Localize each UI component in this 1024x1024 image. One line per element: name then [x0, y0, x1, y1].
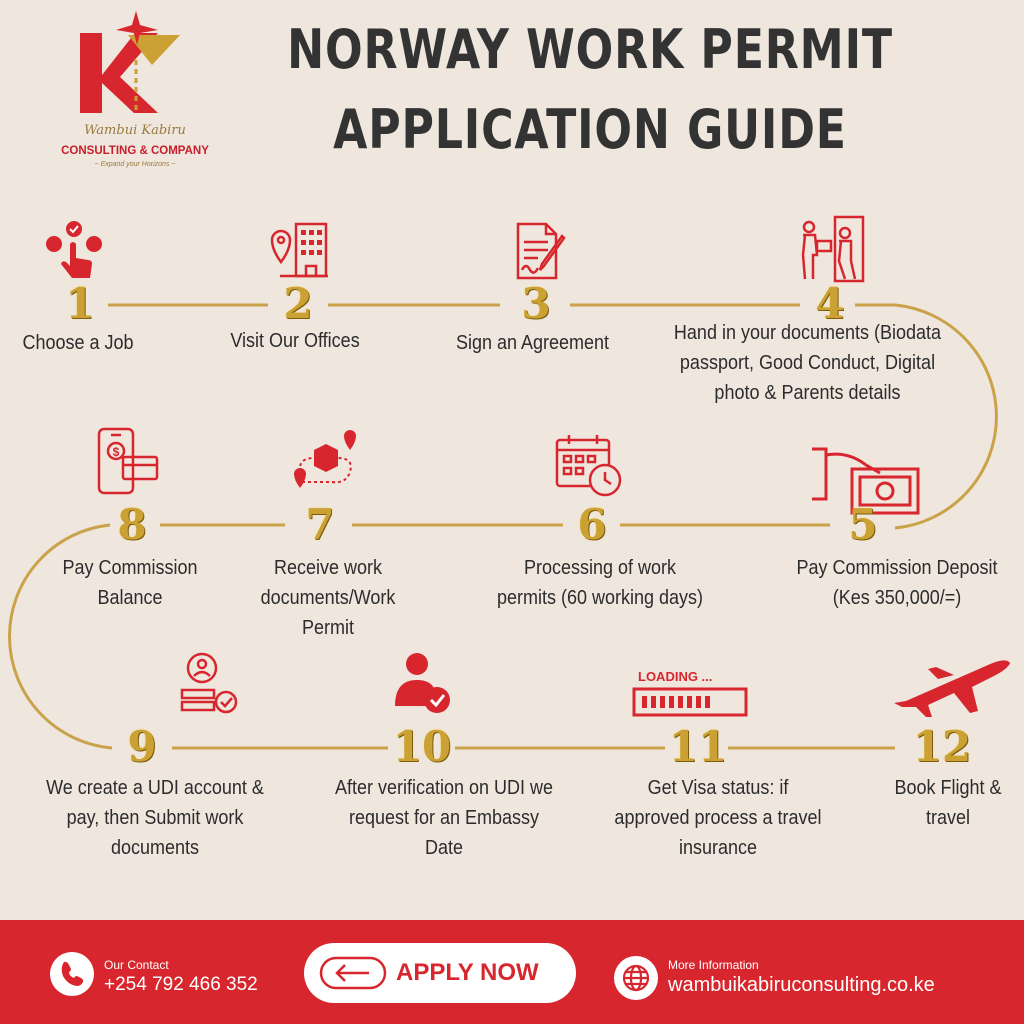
globe-icon: [614, 956, 658, 1000]
svg-text:$: $: [112, 445, 120, 459]
step-label: Pay Commission Balance: [62, 557, 198, 609]
website-link[interactable]: wambuikabiruconsulting.co.ke: [668, 974, 935, 996]
step-label: Book Flight & travel: [894, 777, 1002, 829]
step-number: 1: [65, 279, 95, 328]
step-number: 10: [392, 722, 452, 771]
step-label: Sign an Agreement: [455, 332, 610, 354]
user-account-icon: [180, 652, 240, 718]
page-title-line-1: NORWAY WORK PERMIT: [287, 18, 893, 81]
step-number: 4: [815, 279, 845, 328]
loading-bar-icon: [630, 665, 750, 720]
document-handover-icon: [795, 215, 865, 283]
step-number: 12: [912, 722, 972, 771]
logo-tagline: ~ Expand your Horizons ~: [94, 161, 176, 168]
hand-click-icon: [44, 220, 104, 280]
page-title-line-2: APPLICATION GUIDE: [333, 98, 847, 161]
parcel-delivery-icon: [292, 428, 362, 496]
mobile-payment-icon: [95, 427, 161, 497]
company-logo: [40, 5, 230, 185]
step-label: Pay Commission Deposit (Kes 350,000/=): [796, 557, 998, 609]
step-number: 2: [283, 279, 313, 328]
step-number: 5: [848, 500, 878, 549]
airplane-icon: [888, 655, 1014, 720]
step-label: Processing of work permits (60 working days): [496, 557, 704, 609]
step-number: 6: [577, 500, 607, 549]
step-label: Hand in your documents (Biodata passport, Good Conduct, Digital photo & Parents details: [673, 322, 942, 404]
step-number: 3: [521, 279, 551, 328]
step-label: Choose a Job: [22, 332, 134, 354]
calendar-clock-icon: [555, 432, 625, 500]
office-building-icon: [270, 218, 332, 280]
step-number: 8: [117, 500, 147, 549]
arrow-left-icon: [319, 956, 387, 990]
step-label: Get Visa status: if approved process a travel insurance: [614, 777, 822, 859]
contact-label: Our Contact: [104, 958, 169, 972]
step-label: After verification on UDI we request for an Embassy Date: [334, 777, 554, 859]
user-verified-icon: [393, 650, 453, 716]
info-label: More Information: [668, 958, 759, 972]
contact-phone[interactable]: +254 792 466 352: [104, 974, 258, 995]
step-label: Receive work documents/Work Permit: [260, 557, 396, 639]
step-number: 7: [305, 500, 335, 549]
logo-script-text: Wambui Kabiru: [84, 123, 186, 138]
step-number: 9: [127, 722, 157, 771]
loading-label: LOADING ...: [638, 669, 713, 684]
logo-company-name: CONSULTING & COMPANY: [61, 145, 209, 157]
phone-icon[interactable]: [50, 952, 94, 996]
logo-mark-icon: [40, 5, 230, 123]
step-label: We create a UDI account & pay, then Submit work documents: [46, 777, 264, 859]
apply-now-label: APPLY NOW: [396, 959, 539, 986]
signed-document-icon: [510, 220, 572, 282]
step-label: Visit Our Offices: [230, 330, 360, 352]
step-number: 11: [668, 722, 728, 771]
apply-now-button[interactable]: [304, 943, 576, 1003]
